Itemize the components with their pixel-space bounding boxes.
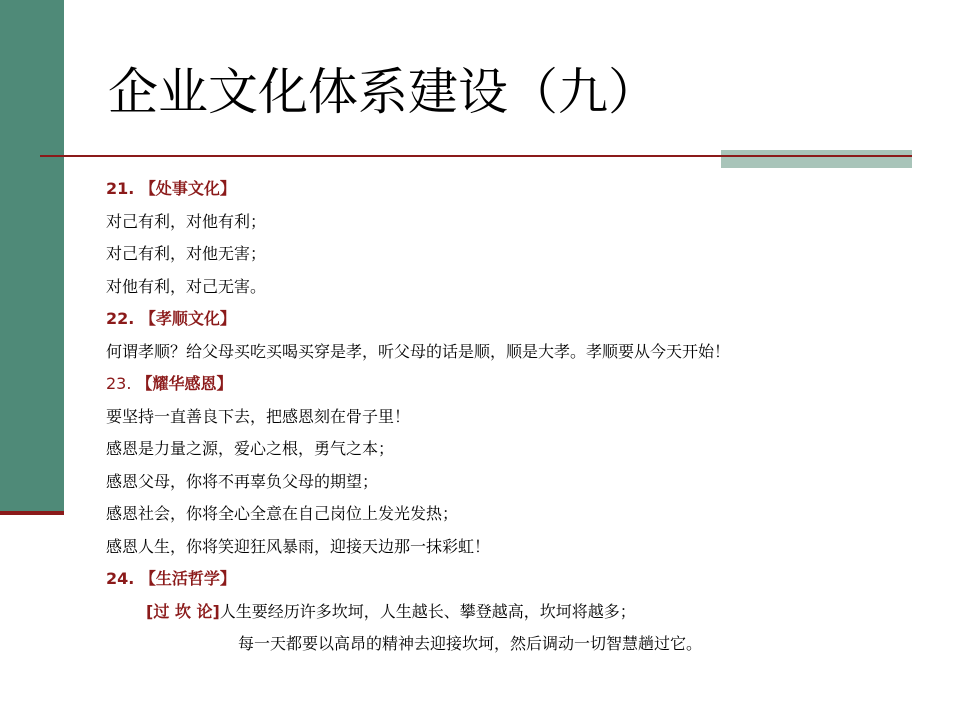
section-heading-24	[106, 563, 936, 596]
slide-content	[106, 173, 936, 661]
section-title: 【生活哲学】	[139, 569, 236, 588]
section-number: 23.	[106, 374, 132, 393]
body-line: 何谓孝顺？给父母买吃买喝买穿是孝，听父母的话是顺，顺是大孝。孝顺要从今天开始！	[106, 341, 731, 361]
theory-tag: [过 坎 论]	[146, 601, 220, 621]
body-line: 感恩人生，你将笑迎狂风暴雨，迎接天边那一抹彩虹！	[106, 536, 491, 556]
body-line: 感恩是力量之源，爱心之根，勇气之本；	[106, 439, 395, 458]
body-line: 对他有利，对己无害。	[106, 276, 267, 296]
section-title: 【处事文化】	[139, 179, 236, 198]
section-title: 【耀华感恩】	[136, 374, 233, 393]
slide-title: 企业文化体系建设（九）	[108, 63, 658, 121]
body-line: 对己有利，对他无害；	[106, 244, 267, 263]
left-accent-bar	[0, 0, 64, 512]
section-number: 21.	[106, 179, 135, 198]
section-number: 24.	[106, 569, 135, 588]
body-text: 人生要经历许多坎坷，人生越长、攀登越高，坎坷将越多；	[219, 601, 636, 621]
body-line: 对己有利，对他有利；	[106, 211, 267, 231]
section-number: 22.	[106, 309, 135, 328]
divider-accent-block	[721, 150, 912, 168]
section-heading-21	[106, 173, 936, 206]
left-accent-bar-underline	[0, 511, 64, 515]
divider-accent-line	[721, 155, 912, 157]
section-heading-23	[106, 368, 936, 401]
philosophy-line	[106, 596, 936, 629]
section-title: 【孝顺文化】	[139, 309, 236, 328]
section-heading-22	[106, 303, 936, 336]
body-line: 每一天都要以高昂的精神去迎接坎坷，然后调动一切智慧趟过它。	[238, 634, 703, 653]
body-line: 要坚持一直善良下去，把感恩刻在骨子里！	[106, 406, 411, 426]
body-line: 感恩父母，你将不再辜负父母的期望；	[106, 471, 379, 491]
body-line: 感恩社会，你将全心全意在自己岗位上发光发热；	[106, 504, 459, 523]
